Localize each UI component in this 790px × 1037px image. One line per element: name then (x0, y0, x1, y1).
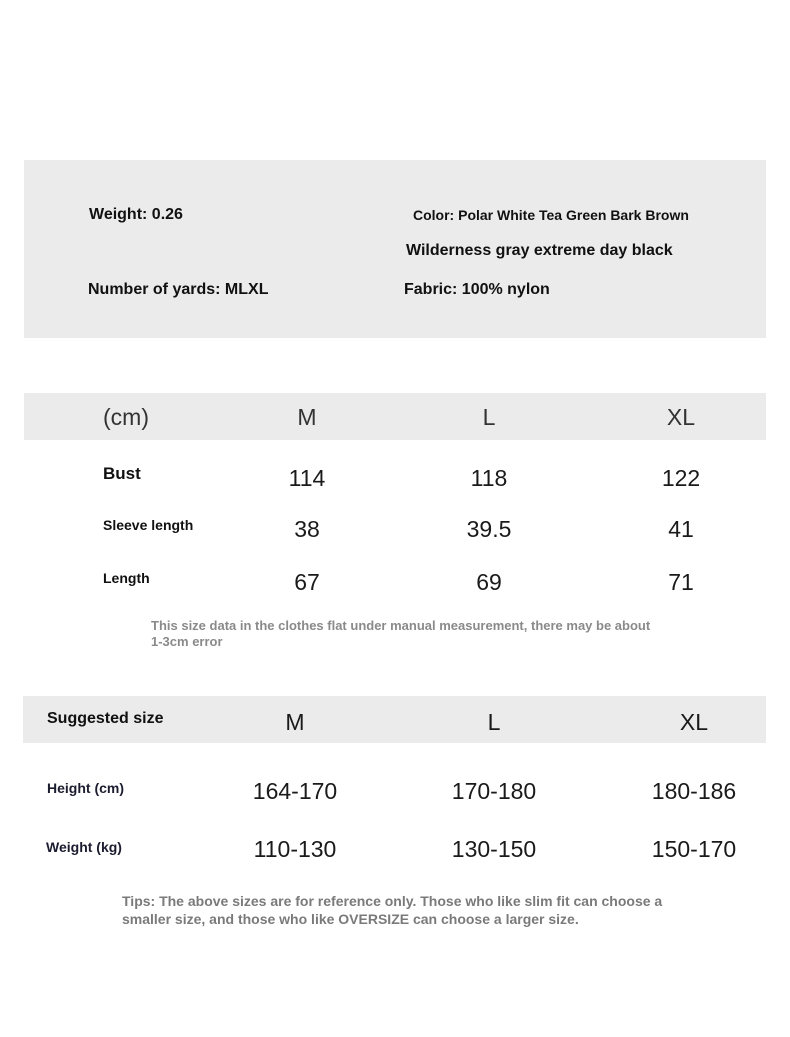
sleeve-l: 39.5 (466, 516, 512, 542)
row-label-length: Length (103, 570, 150, 586)
bust-xl: 122 (661, 465, 701, 491)
length-xl: 71 (668, 569, 694, 595)
suggest-col-m: M (285, 709, 305, 735)
height-m: 164-170 (252, 778, 338, 804)
size-col-xl: XL (666, 404, 696, 430)
unit-label: (cm) (103, 404, 149, 430)
size-tips: Tips: The above sizes are for reference only. Those who like slim fit can choose a smaller size, and those who like OVERSIZE can choose a larger size. (122, 893, 663, 927)
size-col-m: M (297, 404, 317, 430)
sleeve-xl: 41 (668, 516, 694, 542)
length-m: 67 (294, 569, 320, 595)
bust-l: 118 (470, 465, 508, 491)
height-xl: 180-186 (651, 778, 737, 804)
fabric-label: Fabric: 100% nylon (404, 281, 550, 298)
row-label-sleeve: Sleeve length (103, 517, 194, 533)
weight-l: 130-150 (451, 836, 537, 862)
suggested-size-title: Suggested size (47, 710, 164, 727)
row-label-weight: Weight (kg) (46, 839, 122, 855)
row-label-bust: Bust (103, 464, 141, 483)
weight-m: 110-130 (253, 836, 337, 862)
sleeve-m: 38 (294, 516, 320, 542)
yards-label: Number of yards: MLXL (88, 281, 269, 298)
measurement-note: This size data in the clothes flat under manual measurement, there may be about 1-3cm error (151, 618, 651, 649)
height-l: 170-180 (451, 778, 537, 804)
suggest-col-xl: XL (679, 709, 709, 735)
size-col-l: L (482, 404, 496, 430)
suggest-col-l: L (487, 709, 501, 735)
color-label-line2: Wilderness gray extreme day black (406, 242, 673, 259)
bust-m: 114 (288, 465, 326, 491)
weight-xl: 150-170 (651, 836, 737, 862)
row-label-height: Height (cm) (47, 780, 124, 796)
length-l: 69 (476, 569, 502, 595)
weight-label: Weight: 0.26 (89, 206, 183, 223)
color-label-line1: Color: Polar White Tea Green Bark Brown (413, 207, 689, 223)
